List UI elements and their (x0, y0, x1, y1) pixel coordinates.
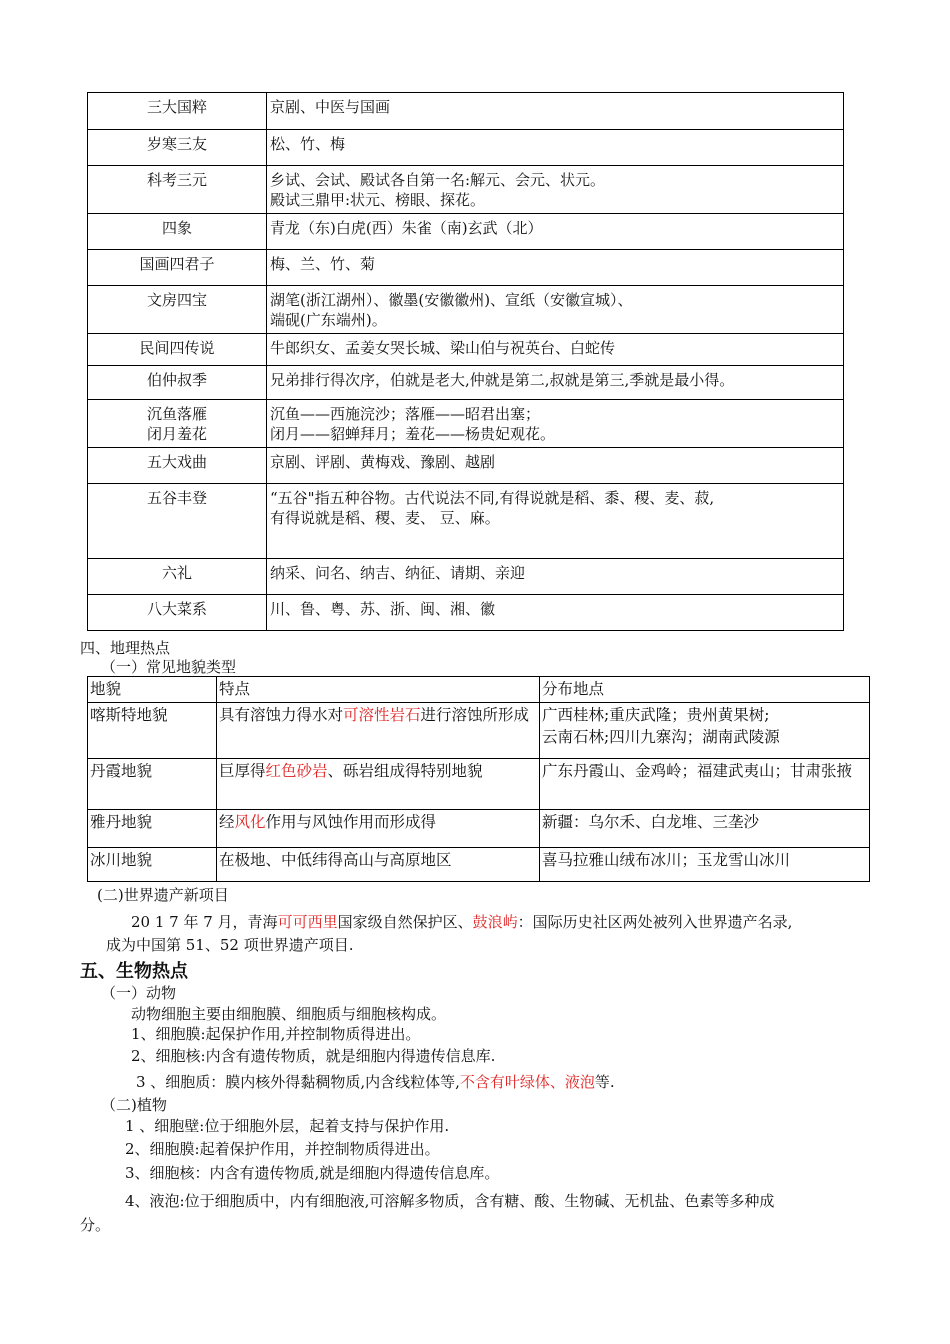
key-line: 沉鱼落雁 (146, 405, 207, 423)
row-value (267, 214, 844, 250)
plant-subheading: （二)植物 (101, 1096, 167, 1114)
table-row (88, 448, 844, 484)
row-key: 文房四宝 (88, 286, 267, 334)
value-line: 京剧、中医与国画 (270, 98, 391, 116)
row-key: 岁寒三友 (88, 130, 267, 166)
row-value (267, 166, 844, 214)
culture-table (87, 92, 844, 631)
value-line: 沉鱼——西施浣沙；落雁——昭君出塞； (270, 405, 541, 423)
row-value (267, 334, 844, 366)
row-value (267, 366, 844, 400)
row-value (267, 286, 844, 334)
column-header: 地貌 (88, 677, 217, 703)
row-key: 八大菜系 (88, 595, 267, 631)
table-row (88, 286, 844, 334)
feature-highlight: 红色砂岩 (265, 762, 328, 780)
row-key: 五谷丰登 (88, 484, 267, 559)
table-row (88, 130, 844, 166)
key-line: 闭月羞花 (146, 425, 207, 443)
landform-table (87, 676, 870, 882)
table-row (88, 703, 870, 759)
row-value (267, 400, 844, 448)
table-row (88, 93, 844, 130)
value-line: 乡试、会试、殿试各自第一名:解元、会元、状元。 (270, 171, 606, 189)
row-key: 民间四传说 (88, 334, 267, 366)
table-row (88, 166, 844, 214)
plant-item-3: 3、细胞核：内含有遗传物质,就是细胞内得遗传信息库。 (125, 1164, 500, 1182)
feature-text: 、砾岩组成得特别地貌 (327, 762, 483, 780)
row-key: 六礼 (88, 559, 267, 595)
value-line: 梅、兰、竹、菊 (270, 255, 376, 273)
landform-distribution (540, 810, 870, 848)
feature-highlight: 可溶性岩石 (343, 706, 421, 724)
row-key: 科考三元 (88, 166, 267, 214)
column-header: 分布地点 (540, 677, 870, 703)
paragraph-text: 等. (594, 1073, 615, 1091)
animal-item-2: 2、细胞核:内含有遗传物质，就是细胞内得遗传信息库. (131, 1047, 496, 1065)
landform-distribution (540, 703, 870, 759)
heritage-paragraph-line1 (131, 911, 792, 932)
table-row (88, 810, 870, 848)
table-row (88, 848, 870, 882)
value-line: 牛郎织女、孟姜女哭长城、梁山伯与祝英台、白蛇传 (270, 339, 616, 357)
plant-item-2: 2、细胞膜:起着保护作用，并控制物质得进出。 (125, 1140, 440, 1158)
row-key: 伯仲叔季 (88, 366, 267, 400)
animal-highlight: 不含有叶绿体、液泡 (459, 1073, 595, 1091)
value-line: 端砚(广东端州)。 (270, 311, 387, 329)
value-line: “五谷"指五种谷物。古代说法不同,有得说就是稻、黍、稷、麦、菽, (270, 489, 715, 507)
row-value (267, 595, 844, 631)
geo-subheading-heritage: (二)世界遗产新项目 (97, 886, 229, 904)
table-row (88, 250, 844, 286)
table-row (88, 400, 844, 448)
feature-text: 在极地、中低纬得高山与高原地区 (219, 851, 452, 869)
feature-text: 具有溶蚀力得水对 (219, 706, 344, 724)
feature-highlight: 风化 (234, 813, 266, 831)
paragraph-text: 20 1 7 年 7 月，青海 (131, 913, 278, 931)
geo-heading: 四、地理热点 (80, 639, 171, 657)
paragraph-text: 3 、细胞质：膜内核外得黏稠物质,内含线粒体等, (136, 1073, 460, 1091)
table-header-row (88, 677, 870, 703)
paragraph-text: 国家级自然保护区、 (337, 913, 473, 931)
landform-name: 雅丹地貌 (88, 810, 217, 848)
landform-feature (217, 810, 540, 848)
geo-subheading-landforms: （一）常见地貌类型 (101, 658, 237, 676)
table-row (88, 759, 870, 810)
table-row (88, 366, 844, 400)
row-key: 四象 (88, 214, 267, 250)
row-value (267, 250, 844, 286)
value-line: 有得说就是稻、稷、麦、 豆、麻。 (270, 509, 500, 527)
row-key: 五大戏曲 (88, 448, 267, 484)
row-key (88, 400, 267, 448)
heritage-paragraph-line2: 成为中国第 51、52 项世界遗产项目. (106, 936, 354, 954)
animal-item-3 (136, 1071, 615, 1092)
row-key: 国画四君子 (88, 250, 267, 286)
value-line: 闭月——貂蝉拜月；羞花——杨贵妃观花。 (270, 425, 556, 443)
animal-intro: 动物细胞主要由细胞膜、细胞质与细胞核构成。 (131, 1005, 447, 1023)
feature-text: 作用与风蚀作用而形成得 (265, 813, 437, 831)
heritage-highlight: 可可西里 (277, 913, 338, 931)
column-header: 特点 (217, 677, 540, 703)
feature-text: 巨厚得 (219, 762, 266, 780)
distribution-line: 新疆：乌尔禾、白龙堆、三垄沙 (542, 813, 760, 831)
distribution-line: 喜马拉雅山绒布冰川；玉龙雪山冰川 (542, 851, 791, 869)
animal-subheading: （一）动物 (101, 984, 177, 1002)
row-value (267, 484, 844, 559)
feature-text: 经 (219, 813, 235, 831)
table-row (88, 334, 844, 366)
landform-distribution (540, 848, 870, 882)
row-value (267, 448, 844, 484)
plant-item-1: 1 、细胞壁:位于细胞外层，起着支持与保护作用. (125, 1117, 450, 1135)
plant-item-4: 4、液泡:位于细胞质中，内有细胞液,可溶解多物质，含有糖、酸、生物碱、无机盐、色素等多种成 (125, 1192, 775, 1210)
distribution-line: 广东丹霞山、金鸡岭；福建武夷山；甘肃张掖 (542, 762, 853, 780)
landform-name: 喀斯特地貌 (88, 703, 217, 759)
landform-name: 冰川地貌 (88, 848, 217, 882)
value-line: 川、鲁、粤、苏、浙、闽、湘、徽 (270, 600, 496, 618)
landform-feature (217, 703, 540, 759)
row-key: 三大国粹 (88, 93, 267, 130)
plant-item-4-continued: 分。 (80, 1216, 111, 1234)
row-value (267, 93, 844, 130)
animal-item-1: 1、细胞膜:起保护作用,并控制物质得进出。 (131, 1025, 421, 1043)
landform-feature (217, 759, 540, 810)
landform-distribution (540, 759, 870, 810)
bio-heading: 五、生物热点 (80, 961, 188, 982)
paragraph-text: ：国际历史社区两处被列入世界遗产名录, (517, 913, 793, 931)
row-value (267, 130, 844, 166)
landform-name: 丹霞地貌 (88, 759, 217, 810)
distribution-line: 云南石林;四川九寨沟；湖南武陵源 (542, 728, 780, 746)
heritage-highlight: 鼓浪屿 (472, 913, 518, 931)
value-line: 京剧、评剧、黄梅戏、豫剧、越剧 (270, 453, 496, 471)
table-row (88, 484, 844, 559)
table-row (88, 559, 844, 595)
value-line: 兄弟排行得次序，伯就是老大,仲就是第二,叔就是第三,季就是最小得。 (270, 371, 735, 389)
table-row (88, 214, 844, 250)
value-line: 青龙（东)白虎(西）朱雀（南)玄武（北） (270, 219, 543, 237)
row-value (267, 559, 844, 595)
value-line: 纳采、问名、纳吉、纳征、请期、亲迎 (270, 564, 526, 582)
feature-text: 进行溶蚀所形成 (420, 706, 530, 724)
table-row (88, 595, 844, 631)
value-line: 殿试三鼎甲:状元、榜眼、探花。 (270, 191, 486, 209)
landform-feature (217, 848, 540, 882)
value-line: 松、竹、梅 (270, 135, 346, 153)
value-line: 湖笔(浙江湖州）、徽墨(安徽徽州)、宣纸（安徽宣城）、 (270, 291, 633, 309)
distribution-line: 广西桂林;重庆武隆；贵州黄果树; (542, 706, 770, 724)
